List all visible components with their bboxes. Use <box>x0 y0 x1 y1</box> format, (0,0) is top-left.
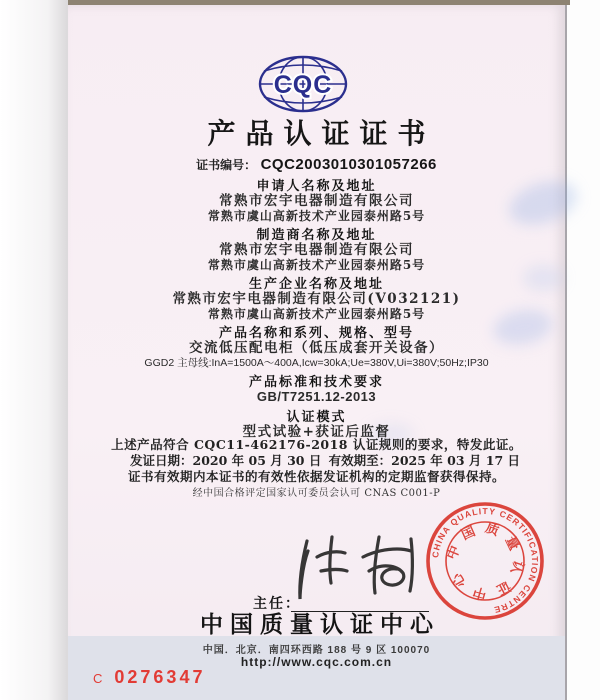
seal-inner-text: 中国质量认证中心 <box>443 519 527 603</box>
field-value: 常熟市宏宇电器制造有限公司 <box>219 193 414 209</box>
certificate-number-row <box>68 156 565 174</box>
photo-left-margin <box>0 0 68 700</box>
field-applicant <box>68 178 565 223</box>
field-value-spec: GGD2 主母线:InA=1500A～400A,Icw=30kA;Ue=380V,Ui=380V;50Hz;IP30 <box>144 357 489 369</box>
conformity-statement: 上述产品符合 CQC11-462176-2018 认证规则的要求，特发此证。 <box>111 437 522 452</box>
certificate-number-value: CQC2003010301057266 <box>260 156 437 173</box>
certificate-title: 产品认证证书 <box>207 118 436 149</box>
director-label: 主任： <box>253 595 301 611</box>
certificate-number-label: 证书编号： <box>196 158 257 172</box>
expiry-date-label: 有效期至： <box>328 453 392 468</box>
issue-date-value: 2020 年 05 月 30 日 <box>192 453 322 468</box>
issuer-website: http://www.cqc.com.cn <box>240 655 393 669</box>
field-value: 型式试验+获证后监督 <box>242 424 391 440</box>
field-value: 常熟市宏宇电器制造有限公司 <box>219 242 414 258</box>
serial-number <box>93 667 205 688</box>
field-label: 制造商名称及地址 <box>256 227 377 242</box>
expiry-date-value: 2025 年 03 月 17 日 <box>391 453 520 468</box>
field-factory <box>68 276 565 321</box>
field-label: 申请人名称及地址 <box>256 178 377 193</box>
issuer-address: 中国．北京．南四环西路 188 号 9 区 100070 <box>202 645 431 656</box>
seal-outer-text: CHINA QUALITY CERTIFICATION CENTRE <box>430 505 541 616</box>
signature-block <box>253 545 433 615</box>
accreditation-note: 经中国合格评定国家认可委员会认可 CNAS C001-P <box>192 488 441 499</box>
field-value: 常熟市虞山高新技术产业园泰州路5号 <box>207 258 426 272</box>
issuer-name: 中国质量认证中心 <box>200 611 440 637</box>
field-value: 交流低压配电柜（低压成套开关设备） <box>189 340 444 356</box>
field-label: 产品名称和系列、规格、型号 <box>218 325 414 340</box>
field-value: 常熟市虞山高新技术产业园泰州路5号 <box>207 209 426 223</box>
field-value: GB/T7251.12-2013 <box>256 389 377 404</box>
validity-note: 证书有效期内本证书的有效性依据发证机构的定期监督获得保持。 <box>127 469 505 484</box>
field-value: 常熟市虞山高新技术产业园泰州路5号 <box>207 307 426 321</box>
field-product <box>68 325 565 370</box>
serial-prefix: C <box>93 671 105 686</box>
serial-digits: 0276347 <box>114 667 206 687</box>
cqc-logo-text: CQC <box>273 71 333 99</box>
certificate-fields <box>68 178 565 444</box>
field-manufacturer <box>68 227 565 272</box>
field-label: 生产企业名称及地址 <box>248 276 384 291</box>
issue-date-label: 发证日期： <box>130 453 193 468</box>
field-label: 产品标准和技术要求 <box>248 374 384 389</box>
cqc-logo-icon <box>256 53 350 115</box>
red-seal-stamp <box>423 499 547 623</box>
certificate-paper <box>68 5 567 700</box>
field-label: 认证模式 <box>286 409 347 424</box>
handwritten-signature <box>283 527 433 607</box>
field-value: 常熟市宏宇电器制造有限公司(V032121) <box>172 291 461 307</box>
field-standard <box>68 374 565 405</box>
